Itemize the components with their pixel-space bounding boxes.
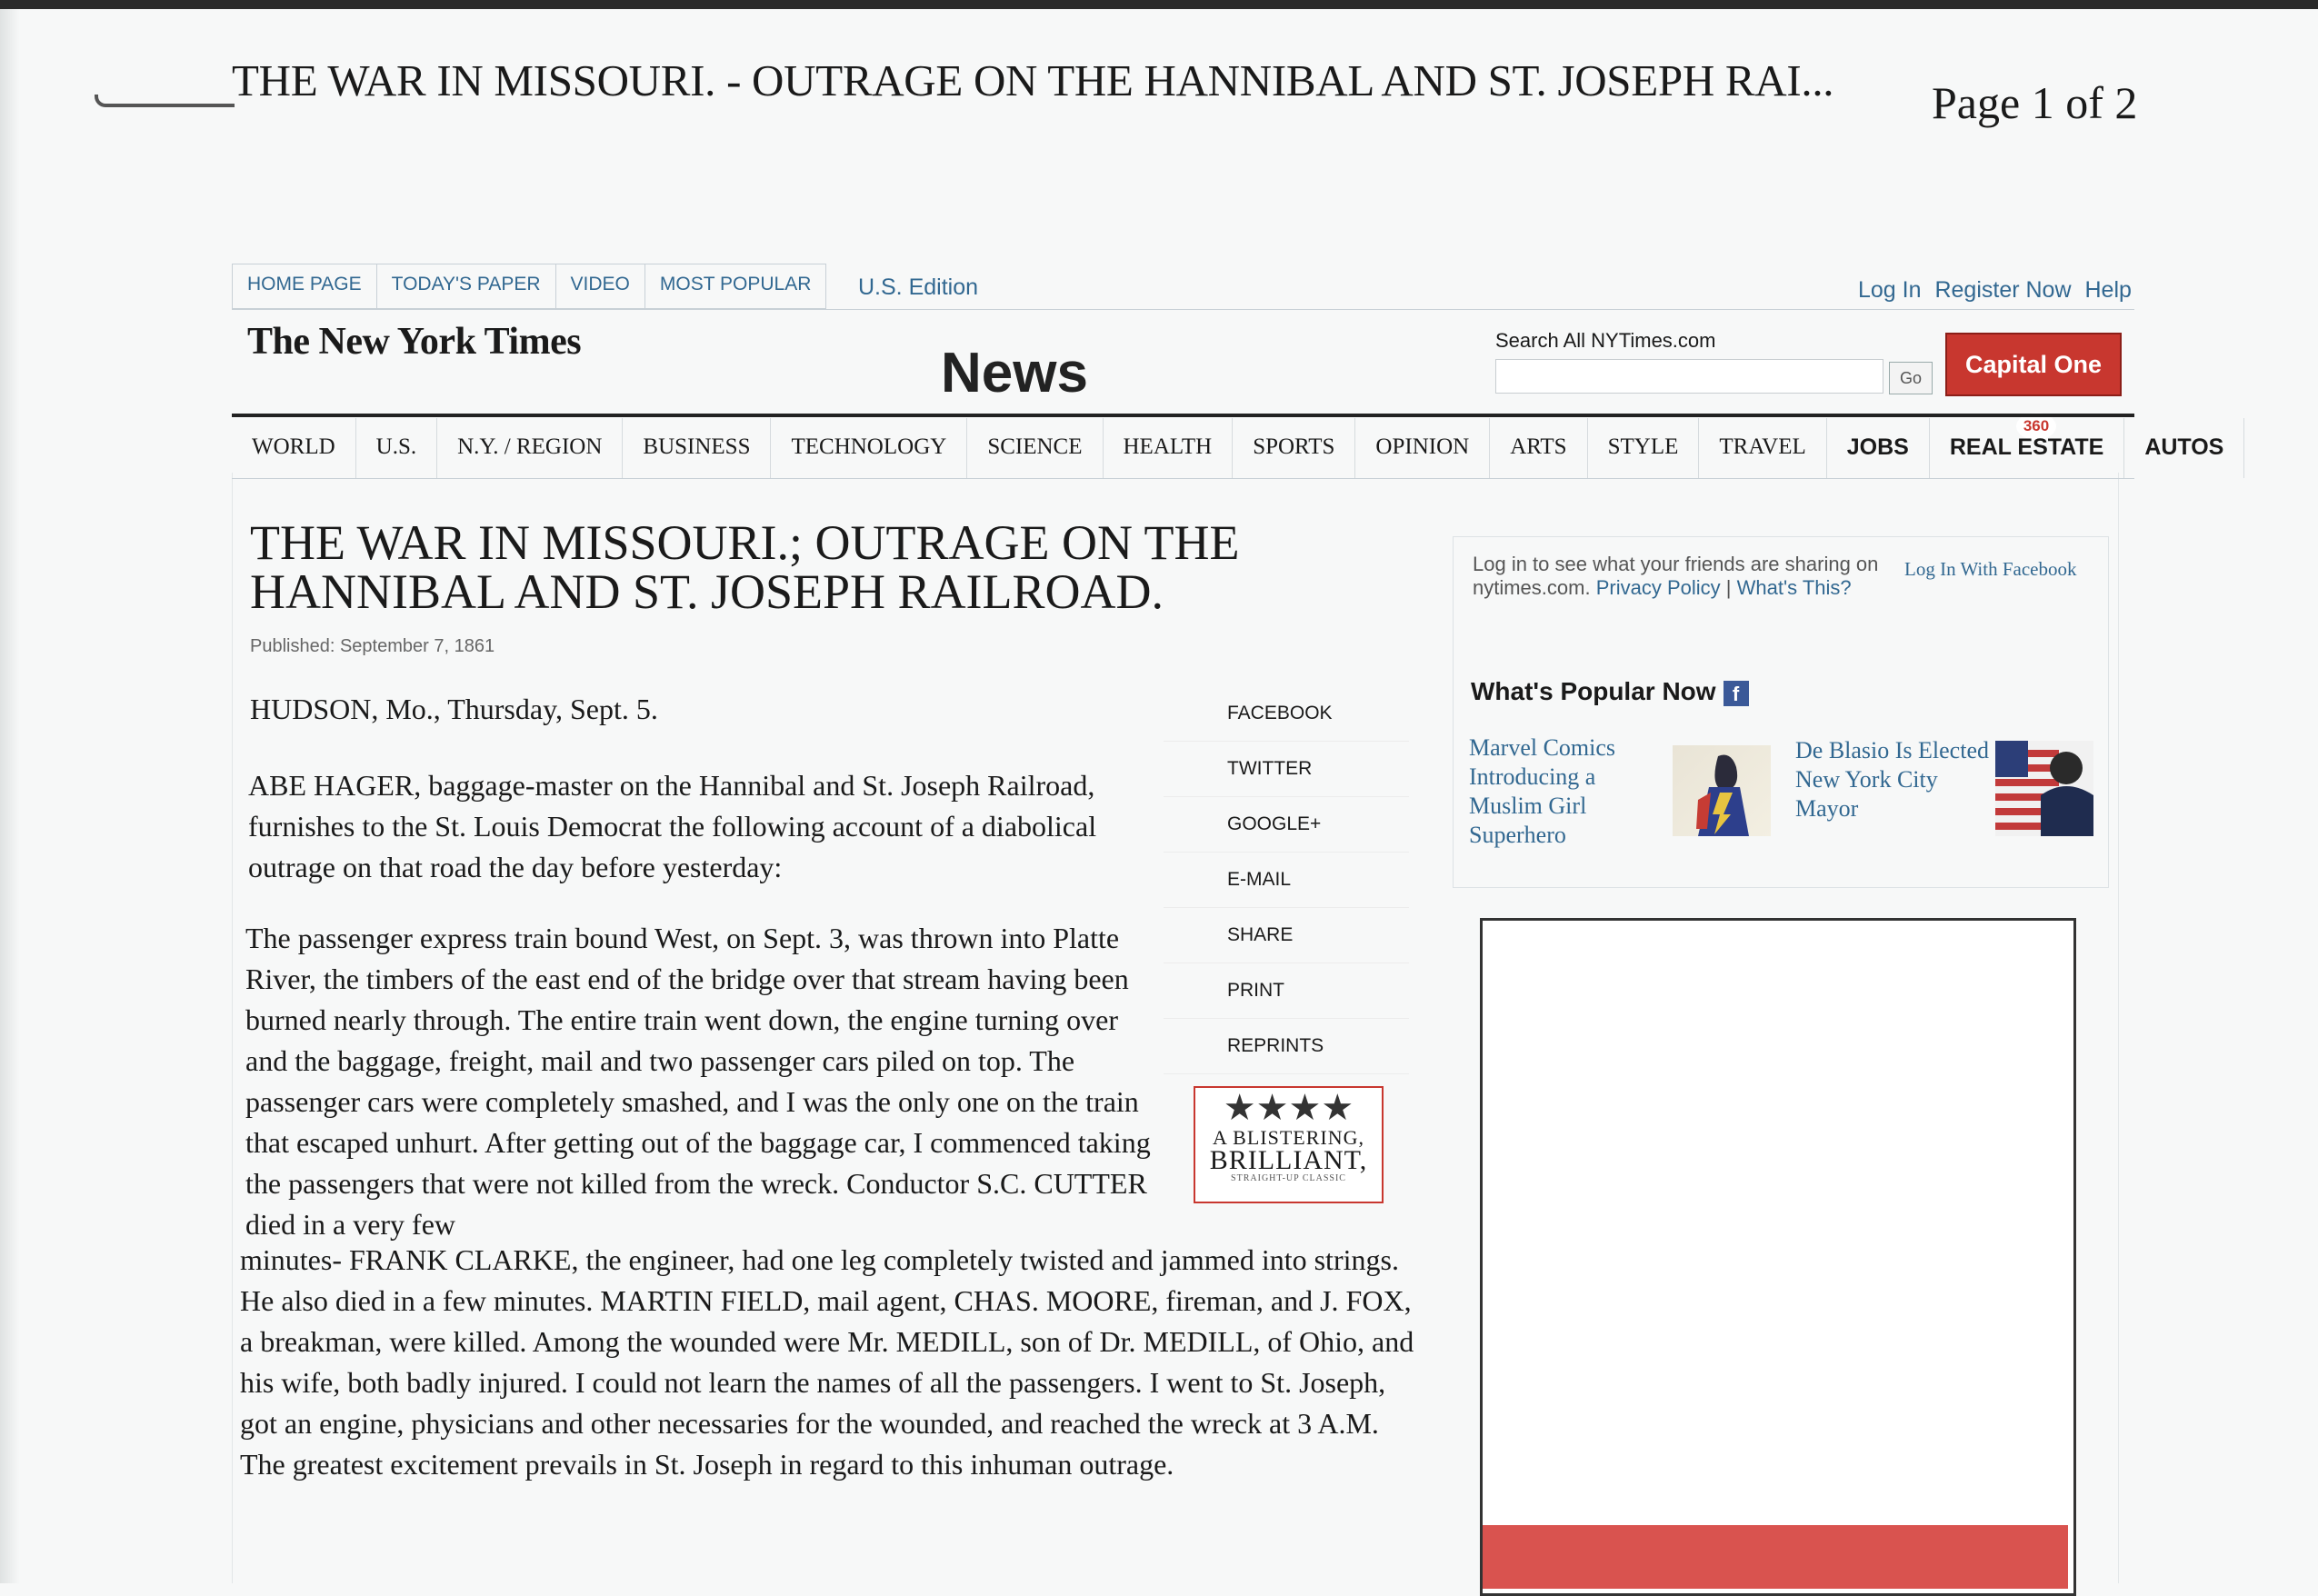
popular-item-link[interactable]: De Blasio Is Elected New York City Mayor	[1795, 737, 1989, 822]
share-reprints[interactable]: REPRINTS	[1164, 1019, 1409, 1074]
top-nav-home-page[interactable]: HOME PAGE	[233, 264, 377, 308]
top-nav-video[interactable]: VIDEO	[556, 264, 645, 308]
nav-style[interactable]: STYLE	[1588, 418, 1700, 478]
published-date: Published: September 7, 1861	[250, 636, 495, 656]
edition-link[interactable]: U.S. Edition	[858, 274, 979, 300]
page-number: Page 1 of 2	[1932, 77, 2138, 128]
top-nav	[232, 264, 826, 309]
capital-one-360-badge: 360	[2016, 413, 2056, 440]
nyt-logo[interactable]: The New York Times	[247, 321, 582, 363]
review-ad-line2: BRILLIANT,	[1209, 1145, 1368, 1175]
facebook-icon: f	[1724, 681, 1749, 706]
facebook-prompt-text: Log in to see what your friends are sharing on nytimes.com.	[1473, 553, 1879, 599]
scan-edge	[0, 0, 20, 1583]
privacy-policy-link[interactable]: Privacy Policy	[1595, 576, 1721, 599]
search-input[interactable]	[1495, 359, 1883, 394]
nav-jobs[interactable]: JOBS	[1827, 418, 1930, 478]
popular-item-thumbnail[interactable]	[1673, 745, 1771, 836]
share-print[interactable]: PRINT	[1164, 963, 1409, 1019]
review-ad-line1: A BLISTERING,	[1213, 1126, 1364, 1149]
print-header-title: THE WAR IN MISSOURI. - OUTRAGE ON THE HANNIBAL AND ST. JOSEPH RAI...	[232, 55, 1834, 105]
article-dateline: HUDSON, Mo., Thursday, Sept. 5.	[250, 693, 658, 725]
whats-popular-heading	[1471, 677, 1749, 706]
popular-item-link[interactable]: Marvel Comics Introducing a Muslim Girl Superhero	[1469, 734, 1616, 848]
nav-opinion[interactable]: OPINION	[1355, 418, 1490, 478]
share-google-plus[interactable]: GOOGLE+	[1164, 797, 1409, 853]
review-ad[interactable]	[1194, 1086, 1384, 1203]
star-rating: ★★★★	[1223, 1087, 1354, 1128]
right-rule	[2118, 473, 2119, 1583]
main-nav	[232, 418, 2224, 479]
nav-science[interactable]: SCIENCE	[967, 418, 1103, 478]
section-title: News	[941, 342, 1088, 404]
facebook-login-link[interactable]: Log In With Facebook	[1904, 558, 2077, 580]
sidebar-ad-banner[interactable]	[1483, 1525, 2068, 1589]
staple-mark	[95, 95, 235, 107]
scan-top-edge	[0, 0, 2318, 9]
review-ad-line3: STRAIGHT-UP CLASSIC	[1231, 1173, 1346, 1183]
nav-travel[interactable]: TRAVEL	[1699, 418, 1826, 478]
facebook-prompt: Log in to see what your friends are sharing on nytimes.com. Privacy Policy | What's This?	[1473, 553, 1879, 599]
whats-this-link[interactable]: What's This?	[1736, 576, 1852, 599]
top-nav-todays-paper[interactable]: TODAY'S PAPER	[377, 264, 556, 308]
search-label: Search All NYTimes.com	[1495, 329, 1716, 352]
main-nav-rule	[232, 414, 2134, 417]
share-facebook[interactable]: FACEBOOK	[1164, 686, 1409, 742]
top-nav-most-popular[interactable]: MOST POPULAR	[645, 264, 826, 308]
share-share[interactable]: SHARE	[1164, 908, 1409, 963]
log-in-link[interactable]: Log In	[1858, 277, 1922, 303]
sidebar-ad[interactable]	[1480, 918, 2076, 1596]
nav-arts[interactable]: ARTS	[1490, 418, 1587, 478]
whats-popular-title: What's Popular Now	[1471, 677, 1716, 705]
article-paragraph: ABE HAGER, baggage-master on the Hannibal and St. Joseph Railroad, furnishes to the St. Louis Democrat the following account of a diabolical outrage on that road the day before yesterday:	[248, 769, 1097, 883]
user-links	[1854, 277, 2135, 304]
capital-one-ad-label: Capital One	[1964, 351, 2103, 378]
nav-sports[interactable]: SPORTS	[1233, 418, 1355, 478]
article-headline: THE WAR IN MISSOURI.; OUTRAGE ON THE HANNIBAL AND ST. JOSEPH RAILROAD.	[250, 515, 1240, 619]
share-twitter[interactable]: TWITTER	[1164, 742, 1409, 797]
help-link[interactable]: Help	[2084, 277, 2132, 303]
left-rule	[232, 473, 233, 1583]
capital-one-ad[interactable]	[1945, 333, 2122, 434]
flag-photo	[1995, 741, 2093, 836]
nav-real-estate[interactable]: REAL ESTATE	[1930, 418, 2124, 478]
masthead-rule	[232, 309, 2134, 310]
nav-business[interactable]: BUSINESS	[623, 418, 771, 478]
nav-ny-region[interactable]: N.Y. / REGION	[437, 418, 623, 478]
nav-technology[interactable]: TECHNOLOGY	[771, 418, 967, 478]
search-go-button[interactable]: Go	[1889, 362, 1933, 394]
nav-autos[interactable]: AUTOS	[2124, 418, 2244, 478]
nav-health[interactable]: HEALTH	[1104, 418, 1234, 478]
register-now-link[interactable]: Register Now	[1934, 277, 2072, 303]
article-paragraph: The passenger express train bound West, on Sept. 3, was thrown into Platte River, the timbers of the east end of the bridge over that stream having been burned nearly through. The entire train went down, the engine turning over and the baggage, freight, mail and two passenger cars piled on top. The passenger cars were completely smashed, and I was the only one on the train that escaped unhurt. After getting out of the baggage car, I commenced taking the passengers that were not killed from the wreck. Conductor S.C. CUTTER died in a very few	[245, 922, 1151, 1241]
nav-world[interactable]: WORLD	[232, 418, 356, 478]
article-paragraph: minutes- FRANK CLARKE, the engineer, had one leg completely twisted and jammed into strings. He also died in a few minutes. MARTIN FIELD, mail agent, CHAS. MOORE, fireman, and J. FOX, a breakman, were killed. Among the wounded were Mr. MEDILL, son of Dr. MEDILL, of Ohio, and his wife, both badly injured. I could not learn the names of all the passengers. I went to St. Joseph, got an engine, physicians and other necessaries for the wounded, and reached the wreck at 3 A.M. The greatest excitement prevails in St. Joseph in regard to this inhuman outrage.	[240, 1243, 1414, 1481]
superhero-illustration	[1673, 745, 1771, 836]
nav-us[interactable]: U.S.	[356, 418, 437, 478]
share-email[interactable]: E-MAIL	[1164, 853, 1409, 908]
popular-item-thumbnail[interactable]	[1995, 741, 2093, 836]
share-tools	[1164, 686, 1409, 1074]
